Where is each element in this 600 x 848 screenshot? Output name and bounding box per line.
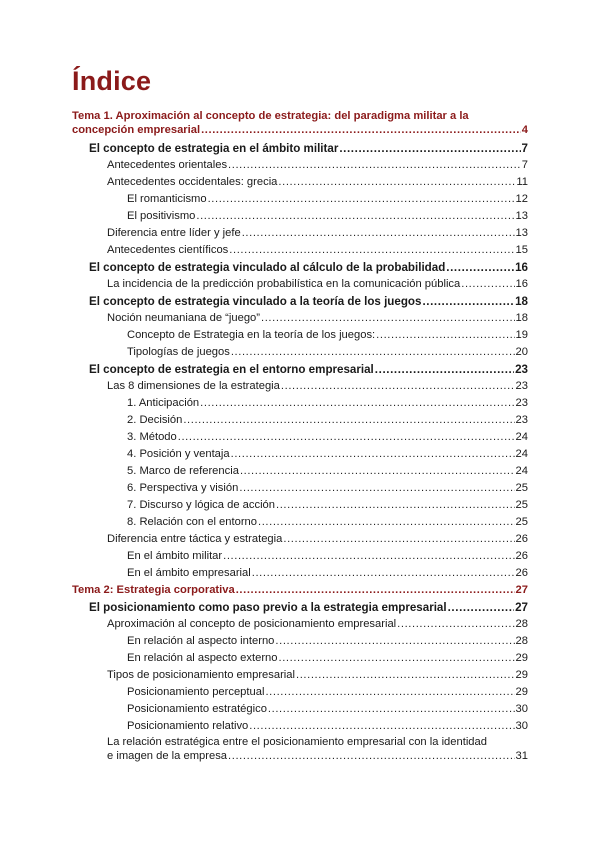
toc-entry-label: En relación al aspecto interno xyxy=(127,634,275,647)
toc-entry[interactable] xyxy=(72,599,528,616)
page-number: 18 xyxy=(515,294,528,308)
page-number: 7 xyxy=(521,158,528,171)
toc-entry-label: En relación al aspecto externo xyxy=(127,651,278,664)
toc-entry-label: El concepto de estrategia en el entorno empresarial xyxy=(89,362,374,376)
page-number: 13 xyxy=(515,209,528,222)
toc-entry-label: Tema 2: Estrategia corporativa xyxy=(72,583,235,596)
toc-entry-label: En el ámbito empresarial xyxy=(127,566,251,579)
dot-leader xyxy=(448,599,514,616)
dot-leader xyxy=(339,140,520,157)
page-number: 4 xyxy=(521,124,528,136)
dot-leader xyxy=(422,293,514,310)
dot-leader xyxy=(268,701,515,718)
toc-entry-label: Noción neumaniana de “juego” xyxy=(107,311,260,324)
dot-leader xyxy=(229,242,514,259)
dot-leader xyxy=(183,412,514,429)
toc-entry-label: 4. Posición y ventaja xyxy=(127,447,230,460)
toc-entry-label: El concepto de estrategia en el ámbito militar xyxy=(89,141,339,155)
page-number: 11 xyxy=(516,175,528,188)
dot-leader xyxy=(276,497,515,514)
dot-leader xyxy=(461,276,514,293)
dot-leader xyxy=(242,225,515,242)
toc-entry-label: En el ámbito militar xyxy=(127,549,223,562)
page-number: 24 xyxy=(515,464,528,477)
page-number: 25 xyxy=(515,481,528,494)
toc-entry-label: Aproximación al concepto de posicionamiento empresarial xyxy=(107,617,397,630)
toc-entry-label: Concepto de Estrategia en la teoría de los juegos: xyxy=(127,328,376,341)
toc-entry[interactable] xyxy=(72,110,528,138)
page-number: 13 xyxy=(515,226,528,239)
dot-leader xyxy=(236,582,515,599)
toc-entry[interactable] xyxy=(72,514,528,531)
toc-entry[interactable] xyxy=(72,140,528,157)
toc-entry[interactable] xyxy=(72,565,528,582)
toc-entry[interactable] xyxy=(72,293,528,310)
toc-entry[interactable] xyxy=(72,429,528,446)
page-number: 30 xyxy=(515,719,528,732)
toc-entry-label-line2: e imagen de la empresa xyxy=(107,749,228,762)
page-number: 24 xyxy=(515,447,528,460)
toc-entry[interactable] xyxy=(72,718,528,735)
dot-leader xyxy=(279,650,515,667)
page-number: 7 xyxy=(521,141,528,155)
dot-leader xyxy=(208,191,515,208)
toc-entry[interactable] xyxy=(72,378,528,395)
toc-entry[interactable] xyxy=(72,684,528,701)
page-number: 16 xyxy=(515,260,528,274)
dot-leader xyxy=(265,684,514,701)
toc-entry[interactable] xyxy=(72,701,528,718)
dot-leader xyxy=(201,124,521,138)
page-number: 26 xyxy=(515,532,528,545)
dot-leader xyxy=(231,344,515,361)
toc-entry-label: 3. Método xyxy=(127,430,177,443)
page-number: 18 xyxy=(515,311,528,324)
dot-leader xyxy=(281,378,515,395)
dot-leader xyxy=(240,463,515,480)
toc-entry[interactable] xyxy=(72,191,528,208)
page-number: 25 xyxy=(515,498,528,511)
toc-entry-label: Antecedentes científicos xyxy=(107,243,229,256)
page-number: 26 xyxy=(515,566,528,579)
page-number: 31 xyxy=(515,749,528,762)
toc-entry[interactable] xyxy=(72,463,528,480)
toc-entry-label-line1: Tema 1. Aproximación al concepto de estrategia: del paradigma militar a la xyxy=(72,110,469,122)
dot-leader xyxy=(239,480,514,497)
page-number: 25 xyxy=(515,515,528,528)
toc-entry-label: Posicionamiento relativo xyxy=(127,719,249,732)
toc-entry[interactable] xyxy=(72,174,528,191)
toc-entry[interactable] xyxy=(72,582,528,599)
dot-leader xyxy=(231,446,515,463)
toc-entry[interactable] xyxy=(72,361,528,378)
toc-entry-label: Antecedentes occidentales: grecia xyxy=(107,175,278,188)
toc-entry-label: Tipologías de juegos xyxy=(127,345,230,358)
page-number: 24 xyxy=(515,430,528,443)
toc-entry[interactable] xyxy=(72,667,528,684)
toc-entry-label: Posicionamiento perceptual xyxy=(127,685,265,698)
toc-entry[interactable] xyxy=(72,633,528,650)
dot-leader xyxy=(375,361,514,378)
toc-entry-label: Posicionamiento estratégico xyxy=(127,702,267,715)
toc-entry[interactable] xyxy=(72,242,528,259)
toc-entry[interactable] xyxy=(72,327,528,344)
toc-entry-label: El positivismo xyxy=(127,209,196,222)
toc-entry[interactable] xyxy=(72,497,528,514)
dot-leader xyxy=(261,310,515,327)
page-number: 29 xyxy=(515,651,528,664)
toc-entry[interactable] xyxy=(72,412,528,429)
dot-leader xyxy=(223,548,514,565)
toc-entry-label: El romanticismo xyxy=(127,192,207,205)
toc-entry[interactable] xyxy=(72,736,528,764)
toc-entry[interactable] xyxy=(72,395,528,412)
page-number: 23 xyxy=(515,379,528,392)
page-number: 27 xyxy=(515,600,528,614)
toc-entry[interactable] xyxy=(72,531,528,548)
page-number: 30 xyxy=(515,702,528,715)
toc-entry[interactable] xyxy=(72,259,528,276)
toc-entry-label: El concepto de estrategia vinculado a la teoría de los juegos xyxy=(89,294,422,308)
toc-entry[interactable] xyxy=(72,157,528,174)
toc-entry[interactable] xyxy=(72,208,528,225)
page-number: 28 xyxy=(515,617,528,630)
dot-leader xyxy=(258,514,515,531)
toc-entry[interactable] xyxy=(72,225,528,242)
toc-entry[interactable] xyxy=(72,480,528,497)
page-number: 19 xyxy=(515,328,528,341)
toc-entry-label: La incidencia de la predicción probabilística en la comunicación pública xyxy=(107,277,461,290)
page-number: 20 xyxy=(515,345,528,358)
toc-entry-label: Diferencia entre líder y jefe xyxy=(107,226,241,239)
toc-entry[interactable] xyxy=(72,616,528,633)
toc-entry-label: Tipos de posicionamiento empresarial xyxy=(107,668,296,681)
dot-leader xyxy=(228,157,521,174)
page-number: 15 xyxy=(515,243,528,256)
toc-entry[interactable] xyxy=(72,650,528,667)
toc-entry-label: Antecedentes orientales xyxy=(107,158,228,171)
toc-entry[interactable] xyxy=(72,344,528,361)
dot-leader xyxy=(275,633,514,650)
toc-entry-label: 6. Perspectiva y visión xyxy=(127,481,239,494)
page-number: 23 xyxy=(515,396,528,409)
dot-leader xyxy=(200,395,514,412)
dot-leader xyxy=(296,667,515,684)
dot-leader xyxy=(178,429,515,446)
toc-entry-label: 5. Marco de referencia xyxy=(127,464,239,477)
dot-leader xyxy=(397,616,514,633)
toc-entry-label: 2. Decisión xyxy=(127,413,183,426)
toc-entry[interactable] xyxy=(72,310,528,327)
toc-entry-label-line1: La relación estratégica entre el posicionamiento empresarial con la identidad xyxy=(107,735,487,748)
toc-entry-label: El concepto de estrategia vinculado al cálculo de la probabilidad xyxy=(89,260,446,274)
toc-entry-label: 1. Anticipación xyxy=(127,396,200,409)
page-title: Índice xyxy=(72,66,152,96)
toc-entry-label: El posicionamiento como paso previo a la estrategia empresarial xyxy=(89,600,447,614)
page-number: 23 xyxy=(515,362,528,376)
dot-leader xyxy=(446,259,514,276)
page-number: 12 xyxy=(515,192,528,205)
table-of-contents xyxy=(72,110,528,763)
page-number: 16 xyxy=(515,277,528,290)
toc-entry-label: 7. Discurso y lógica de acción xyxy=(127,498,275,511)
toc-entry-label: Diferencia entre táctica y estrategia xyxy=(107,532,283,545)
page-number: 29 xyxy=(515,668,528,681)
dot-leader xyxy=(196,208,514,225)
dot-leader xyxy=(278,174,515,191)
toc-entry-label: Las 8 dimensiones de la estrategia xyxy=(107,379,280,392)
page-number: 26 xyxy=(515,549,528,562)
dot-leader xyxy=(252,565,515,582)
dot-leader xyxy=(228,749,515,763)
toc-entry[interactable] xyxy=(72,548,528,565)
dot-leader xyxy=(283,531,514,548)
toc-entry-label: 8. Relación con el entorno xyxy=(127,515,257,528)
dot-leader xyxy=(249,718,514,735)
page-number: 27 xyxy=(515,583,528,596)
page-number: 23 xyxy=(515,413,528,426)
dot-leader xyxy=(376,327,514,344)
page-number: 28 xyxy=(515,634,528,647)
toc-entry[interactable] xyxy=(72,446,528,463)
page-number: 29 xyxy=(515,685,528,698)
toc-entry-label-line2: concepción empresarial xyxy=(72,124,201,136)
toc-entry[interactable] xyxy=(72,276,528,293)
